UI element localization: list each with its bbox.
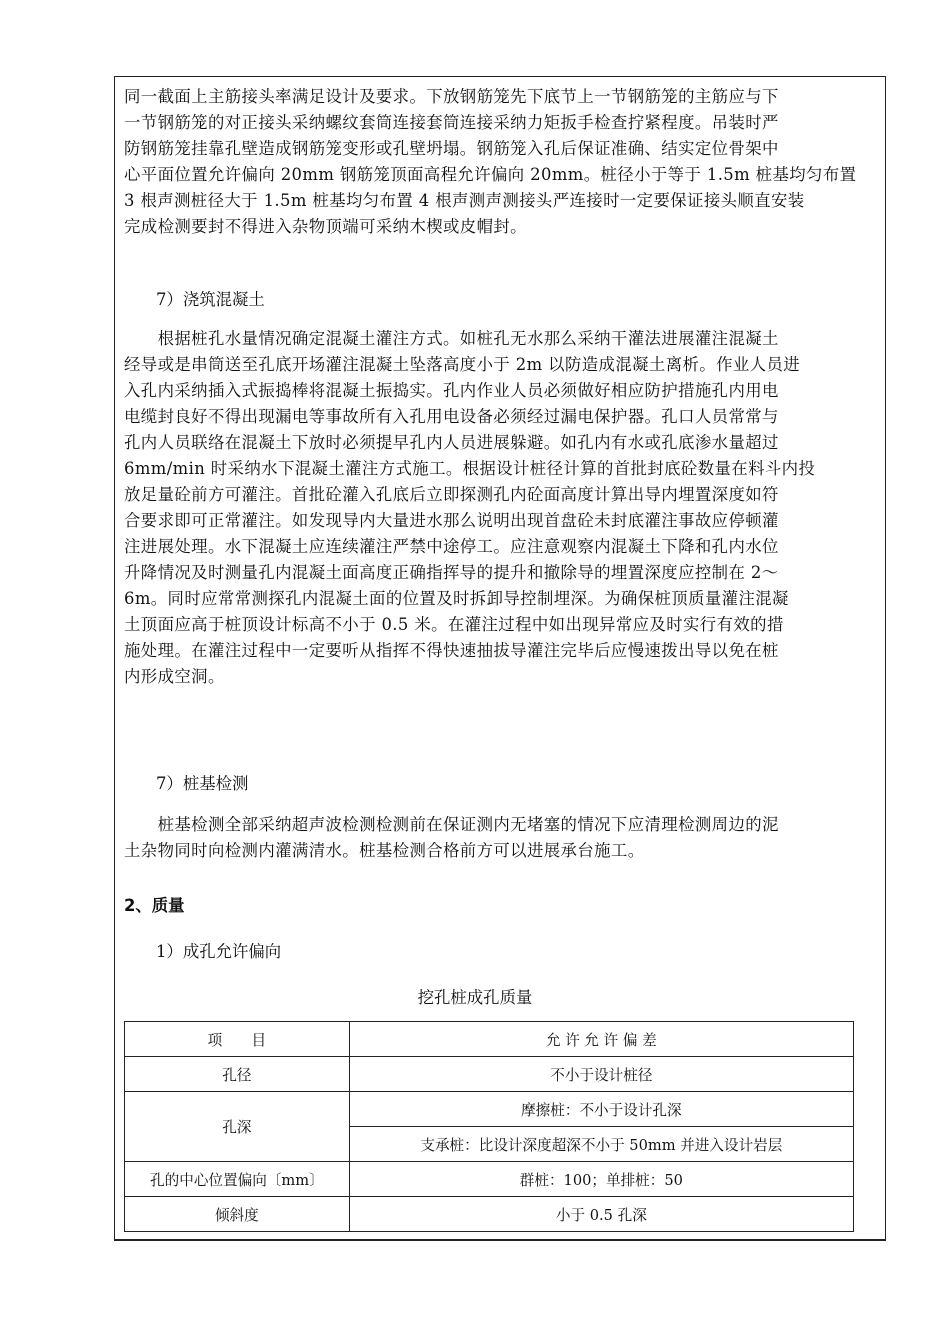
text-line: 6mm/min 时采纳水下混凝土灌注方式施工。根据设计桩径计算的首批封底砼数量在料斗内投 xyxy=(124,459,816,478)
header-tolerance: 允 许 允 许 偏 差 xyxy=(349,1022,853,1057)
quality-table xyxy=(124,1021,854,1232)
text-line: 注进展处理。水下混凝土应连续灌注严禁中途停工。应注意观察内混凝土下降和孔内水位 xyxy=(124,537,779,556)
text-line: 电缆封良好不得出现漏电等事故所有入孔用电设备必须经过漏电保护器。孔口人员常常与 xyxy=(124,407,779,426)
table-row xyxy=(125,1092,854,1127)
cell-value: 群桩：100；单排桩：50 xyxy=(349,1162,853,1197)
table-header-row xyxy=(125,1022,854,1057)
cell-item: 孔深 xyxy=(125,1092,350,1162)
table-caption: 挖孔桩成孔质量 xyxy=(417,988,533,1007)
cell-item: 孔径 xyxy=(125,1057,350,1092)
cell-value: 摩擦桩：不小于设计孔深 xyxy=(349,1092,853,1127)
paragraph-rebar-cage xyxy=(124,84,880,240)
cell-item: 孔的中心位置偏向〔mm〕 xyxy=(125,1162,350,1197)
heading-hole-tolerance: 1）成孔允许偏向 xyxy=(156,942,282,961)
text-line: 6m。同时应常常测探孔内混凝土面的位置及时拆卸导控制埋深。为确保桩顶质量灌注混凝 xyxy=(124,589,789,608)
text-line: 施处理。在灌注过程中一定要听从指挥不得快速抽拔导灌注完毕后应慢速拨出导以免在桩 xyxy=(124,641,779,660)
table-row xyxy=(125,1162,854,1197)
paragraph-pour-concrete xyxy=(124,326,880,690)
cell-value: 不小于设计桩径 xyxy=(349,1057,853,1092)
text-line: 土杂物同时向检测内灌满清水。桩基检测合格前方可以进展承台施工。 xyxy=(124,841,645,860)
table-row xyxy=(125,1057,854,1092)
text-line: 防钢筋笼挂靠孔壁造成钢筋笼变形或孔壁坍塌。钢筋笼入孔后保证准确、结实定位骨架中 xyxy=(124,139,779,158)
text-line: 土顶面应高于桩顶设计标高不小于 0.5 米。在灌注过程中如出现异常应及时实行有效的措 xyxy=(124,615,784,634)
cell-value: 小于 0.5 孔深 xyxy=(349,1197,853,1232)
text-line: 合要求即可正常灌注。如发现导内大量进水那么说明出现首盘砼未封底灌注事故应停顿灌 xyxy=(124,511,779,530)
cell-item: 倾斜度 xyxy=(125,1197,350,1232)
text-line: 同一截面上主筋接头率满足设计及要求。下放钢筋笼先下底节上一节钢筋笼的主筋应与下 xyxy=(124,87,779,106)
text-line: 3 根声测桩径大于 1.5m 桩基均匀布置 4 根声测声测接头严连接时一定要保证接头顺直安装 xyxy=(124,191,805,210)
heading-pile-testing: 7）桩基检测 xyxy=(156,774,249,793)
text-line: 经导或是串筒送至孔底开场灌注混凝土坠落高度小于 2m 以防造成混凝土离析。作业人员进 xyxy=(124,355,801,374)
heading-pour-concrete: 7）浇筑混凝土 xyxy=(156,290,265,309)
text-line: 放足量砼前方可灌注。首批砼灌入孔底后立即探测孔内砼面高度计算出导内埋置深度如符 xyxy=(124,485,779,504)
text-line: 完成检测要封不得进入杂物顶端可采纳木楔或皮帽封。 xyxy=(124,217,527,236)
header-item: 项 目 xyxy=(125,1022,350,1057)
text-line: 内形成空洞。 xyxy=(124,667,225,686)
text-line: 桩基检测全部采纳超声波检测检测前在保证测内无堵塞的情况下应清理检测周边的泥 xyxy=(124,815,779,834)
cell-value: 支承桩：比设计深度超深不小于 50mm 并进入设计岩层 xyxy=(349,1127,853,1162)
text-line: 入孔内采纳插入式振捣棒将混凝土振捣实。孔内作业人员必须做好相应防护措施孔内用电 xyxy=(124,381,779,400)
text-line: 根据桩孔水量情况确定混凝土灌注方式。如桩孔无水那么采纳干灌法进展灌注混凝土 xyxy=(124,329,779,348)
paragraph-pile-testing xyxy=(124,812,880,864)
text-line: 心平面位置允许偏向 20mm 钢筋笼顶面高程允许偏向 20mm。桩径小于等于 1.5m 桩基均匀布置 xyxy=(124,165,857,184)
table-row xyxy=(125,1197,854,1232)
text-line: 孔内人员联络在混凝土下放时必须提早孔内人员进展躲避。如孔内有水或孔底渗水量超过 xyxy=(124,433,779,452)
text-line: 一节钢筋笼的对正接头采纳螺纹套筒连接套筒连接采纳力矩扳手检查拧紧程度。吊装时严 xyxy=(124,113,779,132)
text-line: 升降情况及时测量孔内混凝土面高度正确指挥导的提升和撤除导的埋置深度应控制在 2～ xyxy=(124,563,779,582)
heading-quality: 2、质量 xyxy=(124,896,185,915)
